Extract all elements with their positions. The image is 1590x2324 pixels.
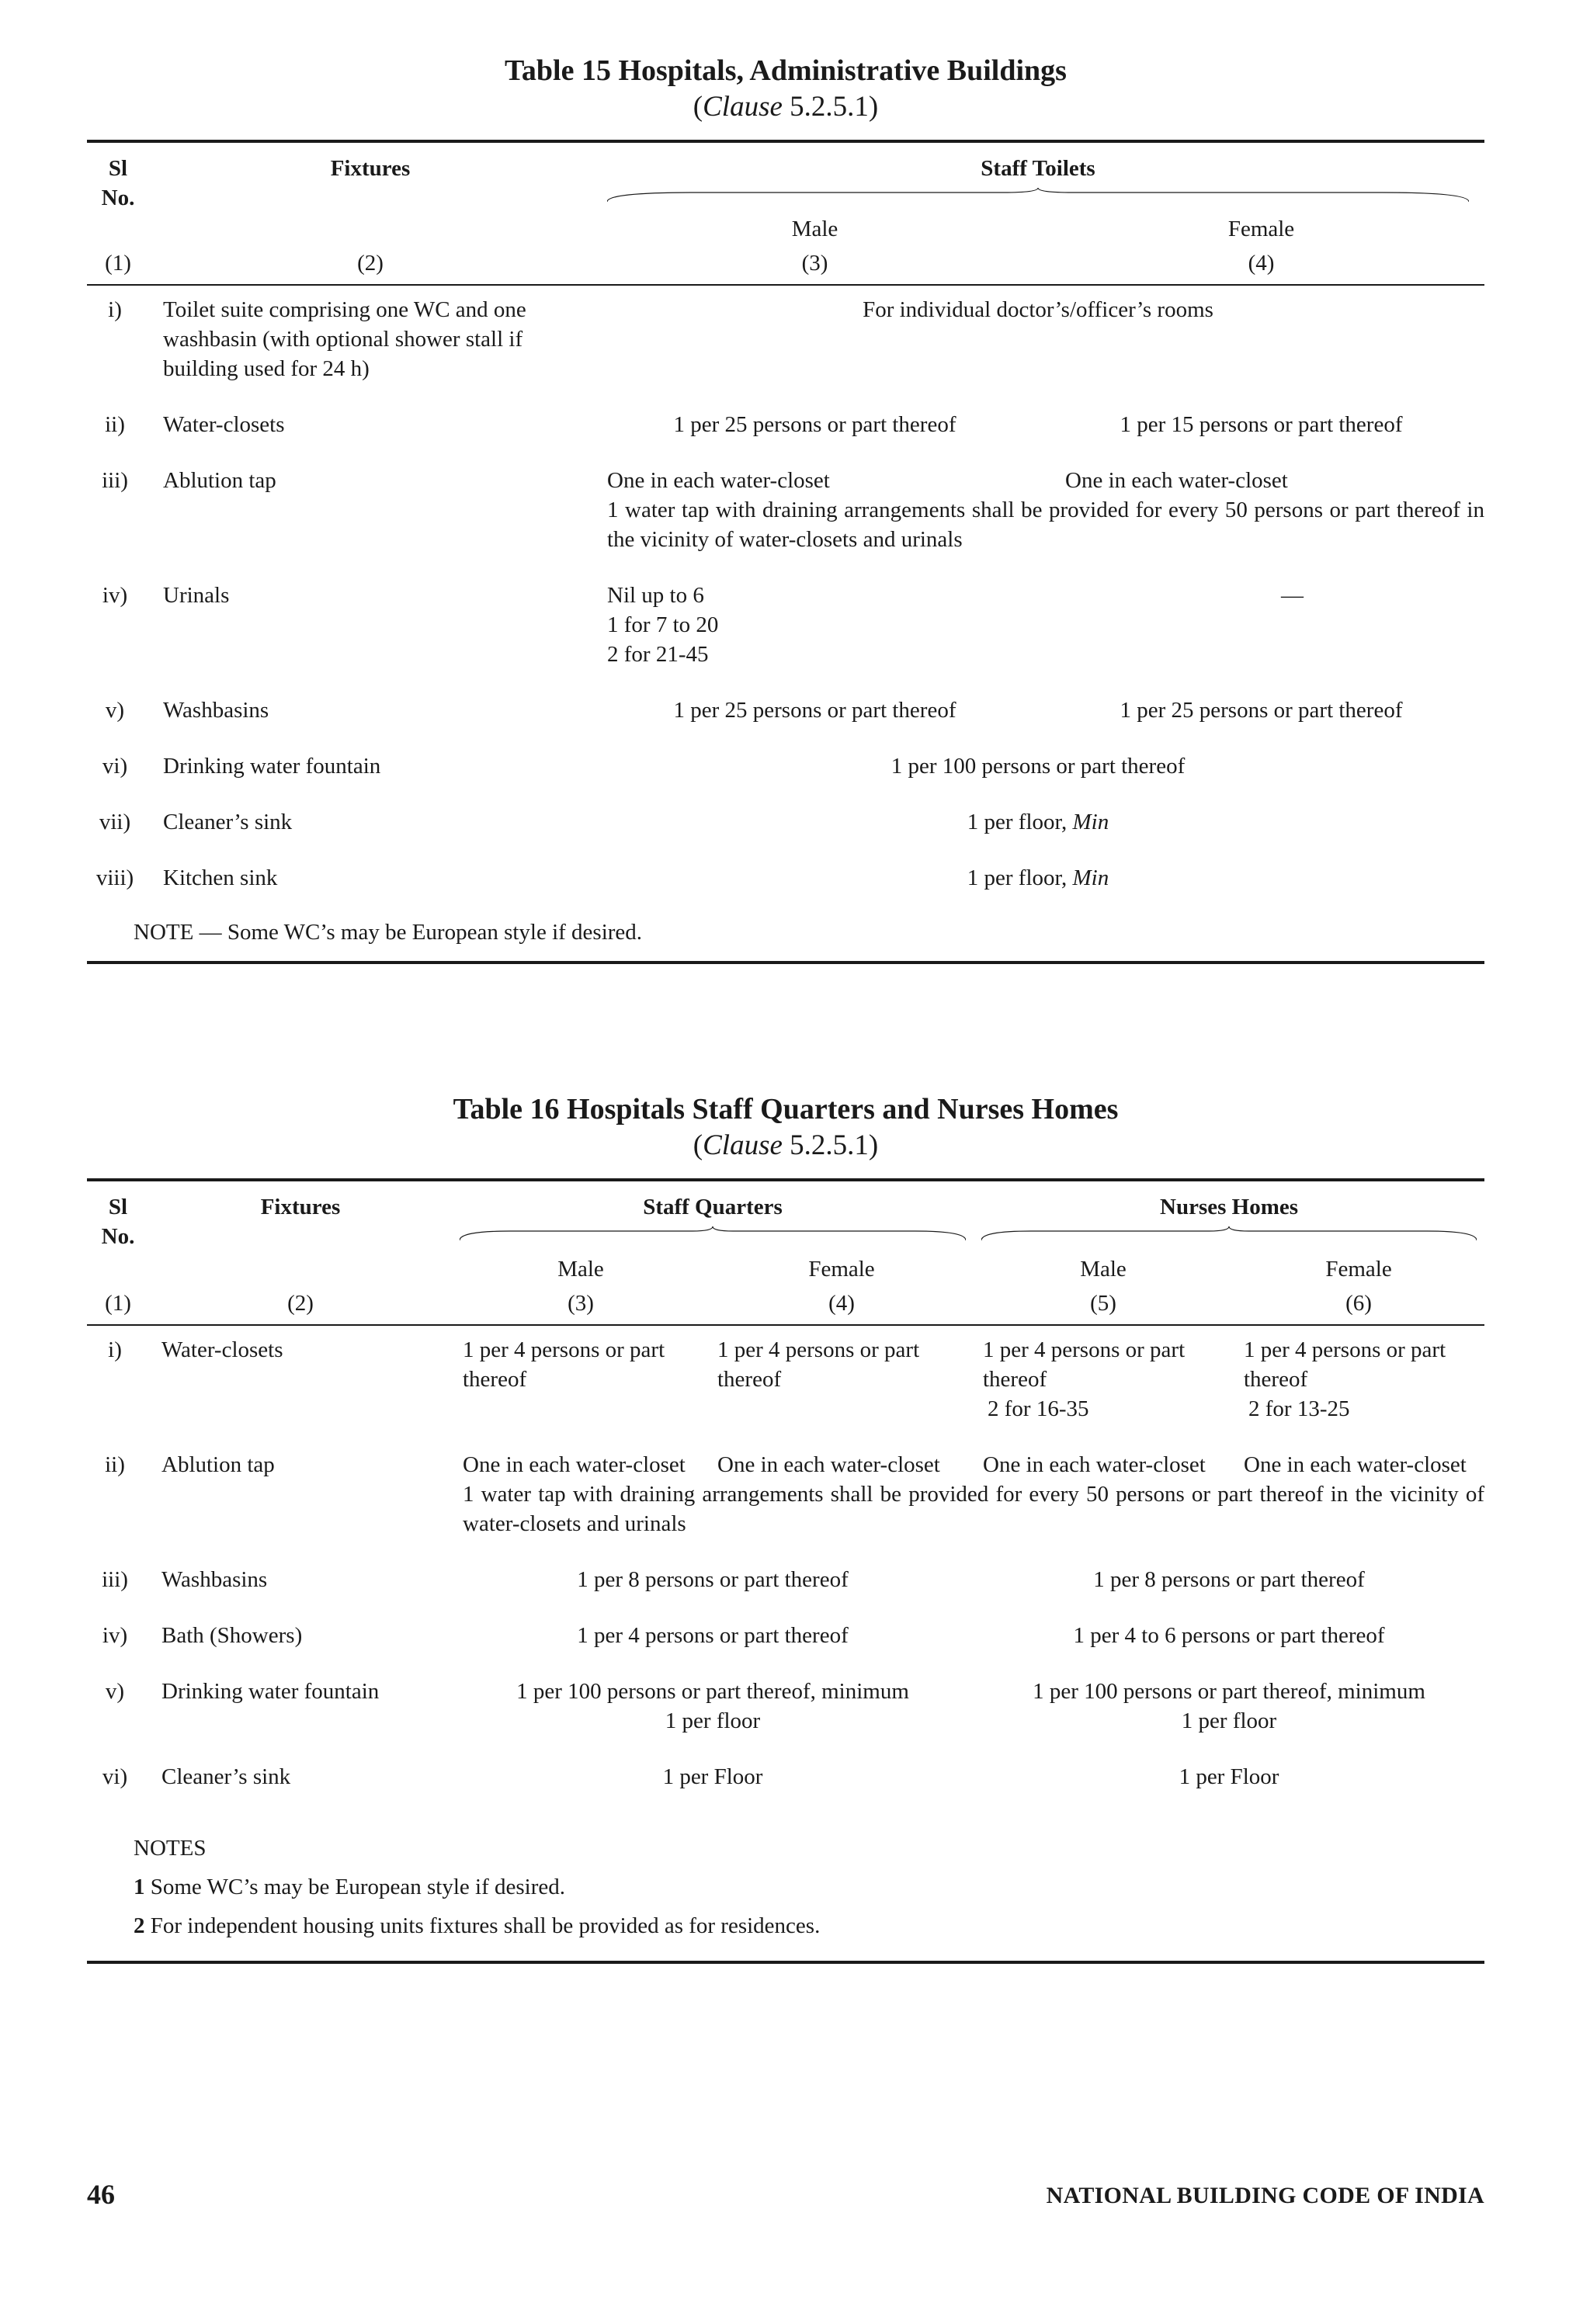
table-16-grid: Sl No. Fixtures Staff Quarters Nurses Homes Male Female Male Female (1) (2) (3) (4) (5) (6) i) Water-closets 1 per 4 persons or part thereof 1 per 4 persons or part thereof 1 per 4 persons or part thereof 2 for 16-35 1 per 4 persons or part thereof 2 for 13-25 ii) Ablution tap One in each water-closet One in each water-closet One in each water-closet One in each water-closet 1 water tap with draining arrangements shall be provided for every 50 persons or part thereof in the vicinity of water-closets and urinals iii) Washbasins 1 per 8 persons or part thereof 1 per 8 persons or part thereof iv) Bath (Showers) 1 per 4 persons or part thereof 1 per 4 to 6 persons or part thereof v) Drinking water fountain 1 per 100 persons or part thereof, minimum 1 per floor 1 per 100 persons or part thereof, minimum 1 per floor vi) Cleaner’s sink 1 per Floor 1 per Floor: [87, 1181, 1484, 1818]
col-sl-header: Sl No.: [101, 156, 135, 210]
table-15-note: NOTE — Some WC’s may be European style if desired.: [134, 920, 643, 945]
staff-toilets-header: Staff Toilets: [592, 143, 1484, 213]
table-row: ii) Water-closets 1 per 25 persons or part thereof 1 per 15 persons or part thereof: [105, 412, 1403, 437]
table-row: vii) Cleaner’s sink 1 per floor, Min: [99, 810, 1109, 834]
bottom-rule: [87, 1961, 1484, 1964]
header-brace: [592, 183, 1484, 206]
table-row: i) Toilet suite comprising one WC and one washbasin (with optional shower stall if building used for 24 h) For individual doctor’s/officer’s rooms: [108, 297, 1213, 381]
page-number: 46: [87, 2179, 115, 2210]
table-row: v) Washbasins 1 per 25 persons or part thereof 1 per 25 persons or part thereof: [105, 698, 1403, 723]
table-15-title: Table 15 Hospitals, Administrative Buildings: [505, 54, 1067, 87]
table-15-clause: (Clause 5.2.5.1): [693, 91, 879, 123]
col-fixtures-header: Fixtures: [260, 1195, 341, 1219]
col-number: (4): [1248, 251, 1275, 276]
col-female-header: Female: [1227, 217, 1295, 241]
staff-quarters-header: Staff Quarters: [452, 1181, 974, 1251]
table-16-clause: (Clause 5.2.5.1): [693, 1129, 879, 1161]
table-row: iii) Washbasins 1 per 8 persons or part thereof 1 per 8 persons or part thereof: [102, 1567, 1365, 1592]
nurses-homes-header: Nurses Homes: [974, 1181, 1484, 1251]
table-row: vi) Drinking water fountain 1 per 100 persons or part thereof: [102, 754, 1186, 779]
bottom-rule: [87, 961, 1484, 964]
table-16-notes: NOTES 1 Some WC’s may be European style if desired. 2 For independent housing units fixtures shall be provided as for residences.: [134, 1836, 821, 1938]
table-row: viii) Kitchen sink 1 per floor, Min: [95, 865, 1109, 890]
col-number: (2): [357, 251, 384, 276]
table-16-title: Table 16 Hospitals Staff Quarters and Nurses Homes: [453, 1093, 1119, 1126]
table-row: iv) Bath (Showers) 1 per 4 persons or part thereof 1 per 4 to 6 persons or part thereof: [102, 1623, 1385, 1648]
publication-title: NATIONAL BUILDING CODE OF INDIA: [1046, 2183, 1484, 2208]
table-16: [87, 1091, 1484, 1964]
table-15-grid: [87, 143, 1484, 919]
table-row: ii) Ablution tap One in each water-closet One in each water-closet One in each water-closet One in each water-closet 1 water tap with draining arrangements shall be provided for every 50 persons or part thereof in the vicinity of water-closets and urinals: [105, 1452, 1485, 1536]
table-row: iv) Urinals Nil up to 6 1 for 7 to 20 2 for 21-45 —: [102, 583, 1304, 667]
col-male-header: Male: [791, 217, 838, 241]
table-row: v) Drinking water fountain 1 per 100 persons or part thereof, minimum 1 per floor 1 per 100 persons or part thereof, minimum 1 per floor: [105, 1679, 1425, 1733]
table-row: vi) Cleaner’s sink 1 per Floor 1 per Floor: [102, 1764, 1279, 1789]
col-number: (3): [801, 251, 828, 276]
col-number: (1): [105, 251, 131, 276]
col-fixtures-header: Fixtures: [330, 156, 411, 181]
table-15: [87, 53, 1484, 964]
col-sl-header: Sl No.: [101, 1195, 135, 1249]
table-row: i) Water-closets 1 per 4 persons or part thereof 1 per 4 persons or part thereof 1 per 4 persons or part thereof 2 for 16-35 1 per 4 persons or part thereof 2 for 13-25: [108, 1337, 1446, 1421]
table-row: iii) Ablution tap One in each water-closet One in each water-closet 1 water tap with draining arrangements shall be provided for every 50 persons or part thereof in the vicinity of water-closets and urinals: [102, 468, 1484, 552]
